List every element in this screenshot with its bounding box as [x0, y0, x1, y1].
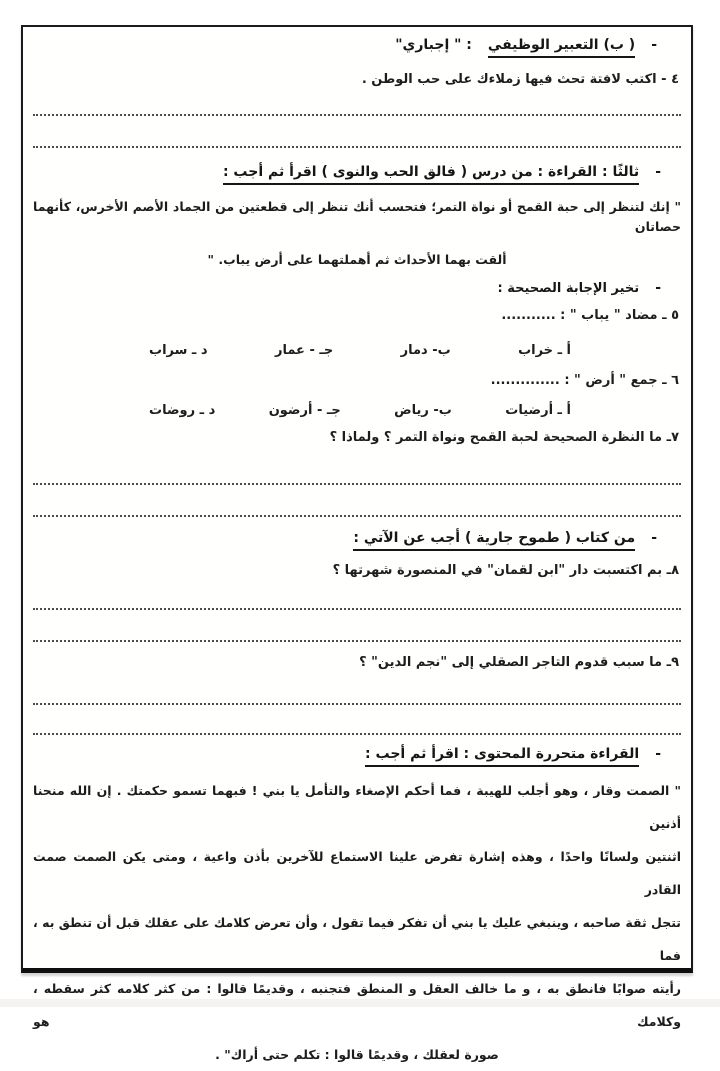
question-4: ٤ - اكتب لافتة تحث فيها زملاءك على حب الوطن .	[361, 72, 679, 87]
passage-line: اثنتين ولسانًا واحدًا ، وهذه إشارة تفرض علينا الاستماع للآخرين بأذن واعية ، ومتى يكن الصمت صمت القادر	[33, 849, 681, 897]
answer-dotted-line	[33, 483, 681, 485]
passage-line: صورة لعقلك ، وقديمًا قالوا : تكلم حتى أراك" .	[215, 1047, 499, 1062]
option-b: ب- رياض	[394, 403, 452, 418]
option-a: أ ـ خراب	[518, 343, 571, 358]
option-a: أ ـ أرضيات	[505, 403, 571, 418]
dash-bullet: -	[655, 164, 661, 180]
passage-line: " الصمت وقار ، وهو أجلب للهيبة ، فما أحكم الإصغاء والتأمل يا بني ! فبهما تسمو حكمتك . إن الله منحنا أذنين	[33, 783, 681, 831]
answer-dotted-line	[33, 703, 681, 705]
scan-edge-strip	[0, 999, 720, 1007]
choose-correct-answer-label	[31, 280, 683, 296]
answer-dotted-line	[33, 733, 681, 735]
question-8: ٨ـ بم اكتسبت دار "ابن لقمان" في المنصورة شهرتها ؟	[332, 563, 679, 578]
heading-free-reading-underlined: القراءة متحررة المحتوى : اقرأ ثم أجب :	[365, 746, 639, 767]
answer-dotted-line	[33, 640, 681, 642]
option-d: د ـ سراب	[149, 343, 208, 358]
section-heading-free-reading	[31, 746, 683, 767]
heading-reading-underlined: ثالثًا : القراءة : من درس ( فالق الحب والنوى ) اقرأ ثم أجب :	[223, 164, 639, 185]
dash-bullet: -	[655, 746, 661, 762]
choose-label: تخير الإجابة الصحيحة :	[497, 281, 640, 296]
dash-bullet: -	[651, 530, 657, 546]
heading-book-underlined: من كتاب ( طموح جارية ) أجب عن الآتي :	[353, 530, 635, 551]
answer-dotted-line	[33, 114, 681, 116]
question-5: ٥ ـ مضاد " يباب " : ...........	[501, 308, 679, 323]
option-b: ب- دمار	[400, 343, 451, 358]
section-heading-reading	[31, 164, 683, 185]
question-9: ٩ـ ما سبب قدوم التاجر الصقلي إلى "نجم الدين" ؟	[359, 655, 679, 670]
exam-page	[21, 25, 693, 1062]
passage-line: تتجل ثقة صاحبه ، وينبغي عليك يا بني أن تفكر فيما تقول ، وأن تعرض كلامك على عقلك قبل أن تنطق به ، فما	[33, 915, 681, 963]
question-6: ٦ ـ جمع " أرض " : ..............	[490, 373, 679, 388]
dash-bullet: -	[655, 280, 661, 296]
question-5-options	[31, 341, 683, 361]
option-c: جـ - أرضون	[268, 403, 341, 418]
answer-dotted-line	[33, 146, 681, 148]
section-heading-book	[31, 530, 683, 551]
option-d: د ـ روضات	[149, 403, 216, 418]
reading-passage-line-2: ألقت بهما الأحداث ثم أهملتهما على أرض يباب. "	[207, 252, 507, 267]
option-c: جـ - عمار	[274, 343, 334, 358]
question-7: ٧ـ ما النظرة الصحيحة لحبة القمح ونواة التمر ؟ ولماذا ؟	[329, 430, 679, 445]
passage-line: رأيته صوابًا فانطق به ، و ما خالف العقل و المنطق فتجنبه ، وقديمًا قالوا : من كثر كلامه كثر سقطه ، وكلامك هو	[33, 981, 681, 1029]
section-heading-expression	[31, 37, 683, 58]
heading-expression-rest: : " إجباري"	[395, 37, 472, 53]
answer-dotted-line	[33, 515, 681, 517]
heading-expression-underlined: ( ب) التعبير الوظيفي	[488, 37, 635, 58]
reading-passage-line-1: " إنك لتنظر إلى حبة القمح أو نواة التمر؛ فتحسب أنك تنظر إلى قطعتين من الجماد الأصم الأخرس، كأنهما حصاتان	[33, 199, 681, 234]
dash-bullet: -	[651, 37, 657, 53]
question-6-options	[31, 401, 683, 421]
free-reading-passage	[31, 774, 683, 1071]
answer-dotted-line	[33, 608, 681, 610]
